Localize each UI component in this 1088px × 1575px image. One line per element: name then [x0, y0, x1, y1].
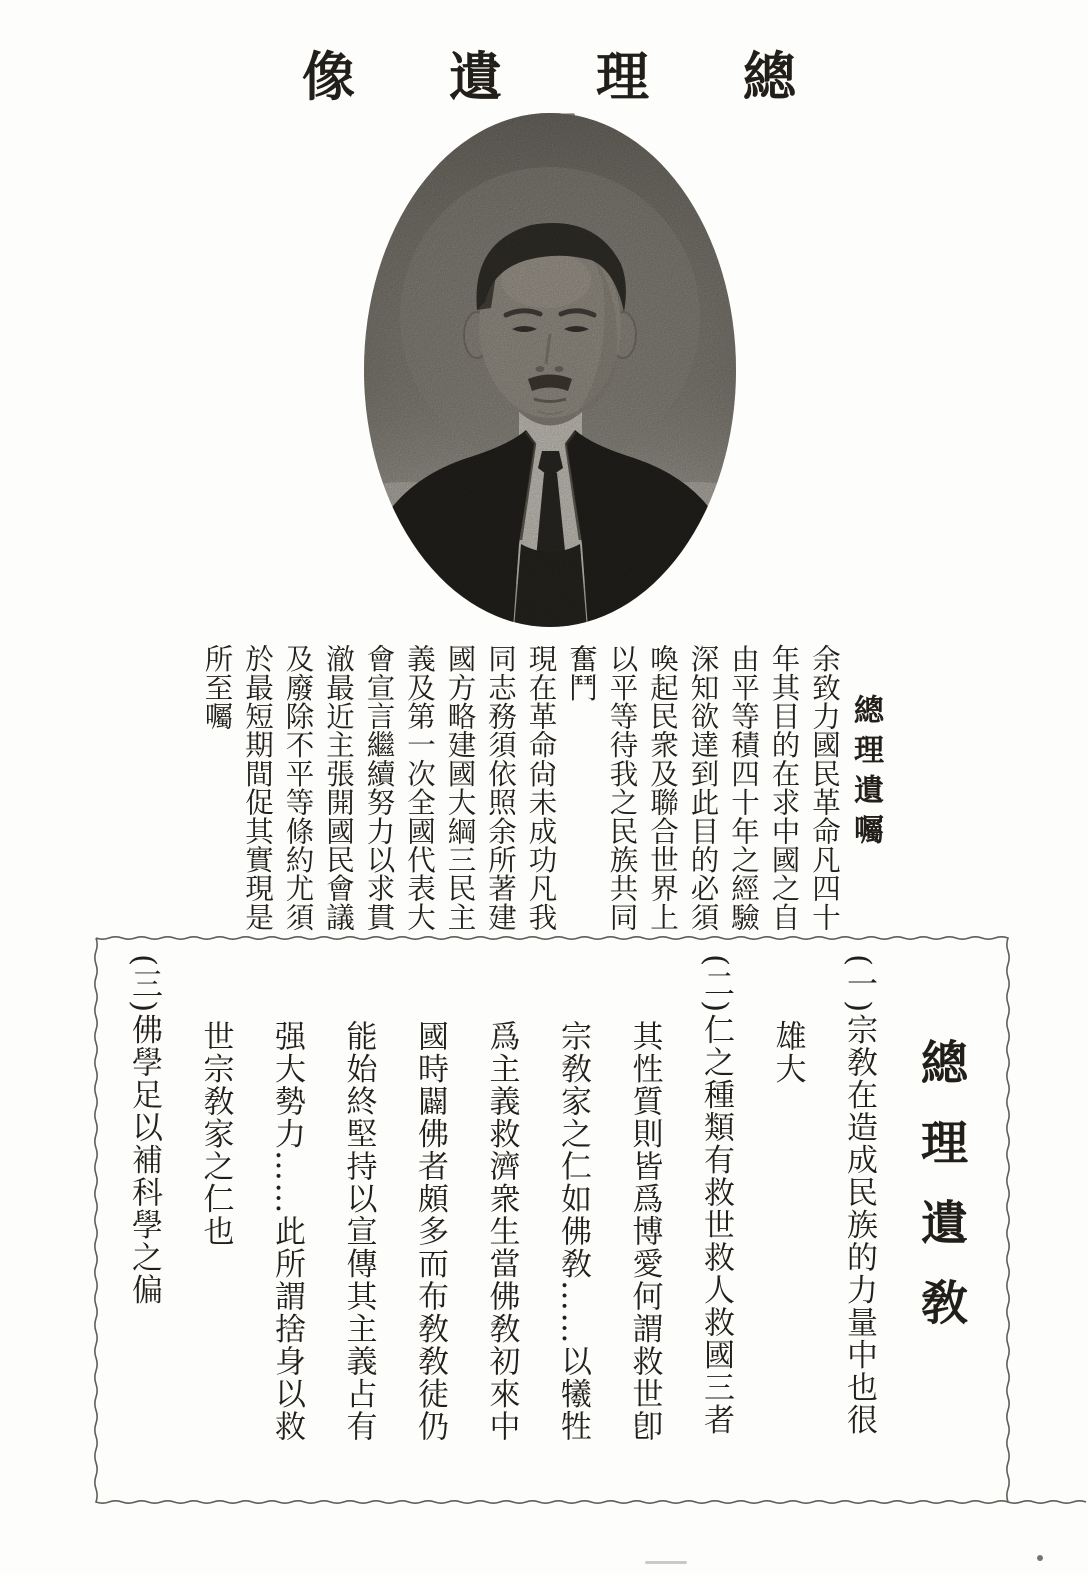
teachings-column: 其性質則皆爲博愛何謂救世卽 [626, 1020, 663, 1443]
will-column: 同志務須依照余所著建 [484, 644, 517, 931]
teachings-column: 能始終堅持以宣傳其主義占有 [340, 1020, 377, 1443]
teachings-column: 爲主義救濟衆生當佛敎初來中 [483, 1020, 520, 1443]
title-char: 總 [743, 45, 796, 108]
title-char: 像 [302, 45, 355, 108]
will-column: 所至囑 [200, 644, 234, 731]
will-column: 以平等待我之民族共同 [605, 644, 639, 931]
page-title [302, 46, 796, 108]
will-column: 國方略建國大綱三民主 [443, 644, 477, 931]
will-column: 余致力國民革命凡四十 [808, 644, 841, 931]
will-column: 奮鬥 [565, 644, 598, 702]
portrait-photo-graphic [363, 112, 738, 629]
title-char: 遺 [449, 45, 502, 108]
teachings-column: 國時闢佛者頗多而布敎敎徒仍 [412, 1020, 448, 1443]
teachings-column: 世宗敎家之仁也 [197, 1020, 234, 1248]
will-column: 澈最近主張開國民會議 [322, 644, 355, 931]
teachings-column: 强大勢力……此所謂捨身以救 [269, 1020, 305, 1443]
will-column: 義及第一次全國代表大 [403, 644, 436, 931]
teachings-column: (三)佛學足以補科學之偏 [126, 954, 162, 1307]
teachings-column: 雄大 [769, 1020, 806, 1085]
will-heading: 總理遺囑 [848, 694, 883, 854]
teachings-column: (二)仁之種類有救世救人救國三者 [698, 954, 734, 1437]
will-column: 深知欲達到此目的必須 [686, 644, 720, 931]
will-column: 現在革命尙未成功凡我 [524, 644, 558, 931]
teachings-column: 宗敎家之仁如佛敎……以犧牲 [555, 1020, 591, 1443]
will-text-block [196, 644, 886, 944]
title-char: 理 [596, 45, 649, 108]
will-column: 由平等積四十年之經驗 [727, 644, 760, 931]
sun-yat-sen-portrait-photo [363, 112, 738, 629]
teachings-text-block [106, 954, 986, 1499]
teachings-column: (一)宗敎在造成民族的力量中也很 [841, 954, 877, 1437]
will-column: 年其目的在求中國之自 [767, 644, 801, 931]
will-column: 會宣言繼續努力以求貫 [362, 644, 396, 931]
will-column: 喚起民衆及聯合世界上 [646, 644, 679, 931]
scan-speck [1037, 1555, 1043, 1561]
scan-smudge [645, 1561, 687, 1564]
teachings-heading: 總理遺敎 [913, 1038, 968, 1358]
will-column: 於最短期間促其實現是 [241, 644, 274, 931]
will-column: 及廢除不平等條約尤須 [281, 644, 315, 931]
